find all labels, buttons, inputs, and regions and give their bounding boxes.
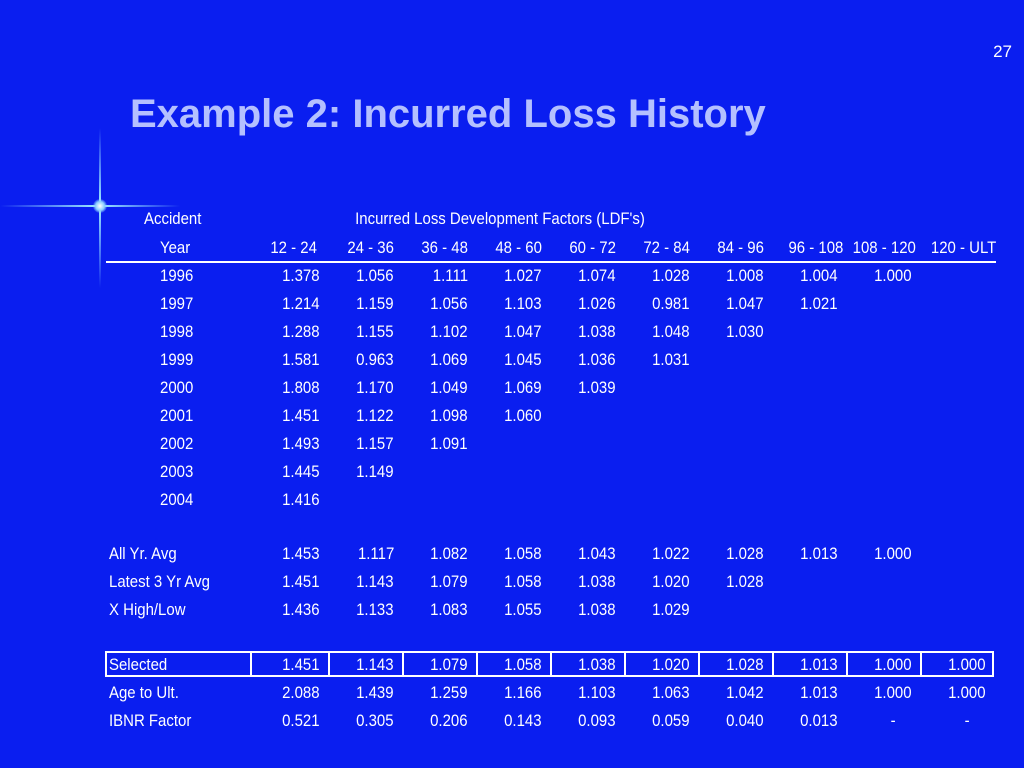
summary-cell: 0.059 (652, 711, 690, 730)
ldf-cell: 1.378 (282, 266, 320, 285)
selected-cell: 1.020 (652, 655, 690, 674)
header-period: 96 - 108 (788, 238, 843, 257)
average-cell: 1.000 (874, 544, 912, 563)
ldf-cell: 1.451 (282, 406, 320, 425)
summary-cell: 0.093 (578, 711, 616, 730)
selected-cell-divider (920, 651, 922, 677)
row-year: 2001 (160, 406, 194, 425)
summary-cell: 1.439 (356, 683, 394, 702)
ldf-cell: 1.122 (356, 406, 394, 425)
row-year: 2002 (160, 434, 194, 453)
summary-cell: 0.040 (726, 711, 764, 730)
header-period: 120 - ULT (930, 238, 996, 257)
summary-cell: 1.259 (430, 683, 468, 702)
selected-cell-divider (328, 651, 330, 677)
star-glow (93, 199, 107, 213)
header-period: 48 - 60 (495, 238, 542, 257)
row-year: 1998 (160, 322, 194, 341)
ldf-cell: 1.069 (504, 378, 542, 397)
selected-cell: 1.079 (430, 655, 468, 674)
summary-cell: - (891, 711, 896, 730)
header-period: 60 - 72 (569, 238, 616, 257)
row-year: 1997 (160, 294, 194, 313)
ldf-cell: 1.060 (504, 406, 542, 425)
ldf-cell: 1.091 (430, 434, 468, 453)
header-period: 36 - 48 (421, 238, 468, 257)
ldf-cell: 0.981 (652, 294, 690, 313)
summary-cell: 0.521 (282, 711, 320, 730)
header-period: 84 - 96 (717, 238, 764, 257)
ldf-cell: 1.056 (430, 294, 468, 313)
selected-cell: 1.038 (578, 655, 616, 674)
average-cell: 1.020 (652, 572, 690, 591)
selected-cell-divider (476, 651, 478, 677)
header-period: 108 - 120 (852, 238, 916, 257)
average-label: All Yr. Avg (109, 544, 177, 563)
average-cell: 1.022 (652, 544, 690, 563)
ldf-cell: 1.021 (800, 294, 838, 313)
average-cell: 1.013 (800, 544, 838, 563)
ldf-cell: 1.047 (504, 322, 542, 341)
average-cell: 1.028 (726, 544, 764, 563)
summary-cell: 2.088 (282, 683, 320, 702)
selected-cell-divider (772, 651, 774, 677)
header-period: 72 - 84 (643, 238, 690, 257)
ldf-cell: 1.155 (356, 322, 394, 341)
average-label: X High/Low (109, 600, 186, 619)
average-cell: 1.451 (282, 572, 320, 591)
ldf-cell: 1.170 (356, 378, 394, 397)
header-year: Year (160, 238, 191, 257)
summary-cell: 1.166 (504, 683, 542, 702)
ldf-cell: 0.963 (356, 350, 394, 369)
ldf-cell: 1.030 (726, 322, 764, 341)
average-cell: 1.058 (504, 572, 542, 591)
summary-cell: 0.143 (504, 711, 542, 730)
summary-cell: 0.206 (430, 711, 468, 730)
average-cell: 1.029 (652, 600, 690, 619)
ldf-cell: 1.004 (800, 266, 838, 285)
selected-cell-divider (250, 651, 252, 677)
row-year: 2004 (160, 490, 194, 509)
ldf-cell: 1.445 (282, 462, 320, 481)
ldf-cell: 1.026 (578, 294, 616, 313)
average-cell: 1.143 (356, 572, 394, 591)
average-cell: 1.453 (282, 544, 320, 563)
summary-cell: 1.013 (800, 683, 838, 702)
selected-cell-divider (698, 651, 700, 677)
star-horizontal-ray (0, 205, 180, 207)
ldf-cell: 1.045 (504, 350, 542, 369)
average-cell: 1.038 (578, 600, 616, 619)
ldf-cell: 1.031 (652, 350, 690, 369)
ldf-cell: 1.074 (578, 266, 616, 285)
selected-cell: 1.143 (356, 655, 394, 674)
ldf-cell: 1.288 (282, 322, 320, 341)
ldf-cell: 1.159 (356, 294, 394, 313)
row-year: 2000 (160, 378, 194, 397)
header-period: 24 - 36 (347, 238, 394, 257)
average-cell: 1.043 (578, 544, 616, 563)
summary-cell: 1.103 (578, 683, 616, 702)
summary-cell: 1.000 (874, 683, 912, 702)
summary-cell: 1.042 (726, 683, 764, 702)
summary-cell: 1.000 (948, 683, 986, 702)
selected-label: Selected (109, 655, 168, 674)
average-cell: 1.028 (726, 572, 764, 591)
ldf-cell: 1.098 (430, 406, 468, 425)
average-cell: 1.133 (356, 600, 394, 619)
slide-title: Example 2: Incurred Loss History (130, 92, 766, 136)
summary-cell: - (965, 711, 970, 730)
selected-cell-divider (846, 651, 848, 677)
summary-cell: 1.063 (652, 683, 690, 702)
summary-cell: 0.013 (800, 711, 838, 730)
average-cell: 1.436 (282, 600, 320, 619)
average-cell: 1.083 (430, 600, 468, 619)
selected-cell: 1.058 (504, 655, 542, 674)
summary-label: Age to Ult. (109, 683, 179, 702)
summary-label: IBNR Factor (109, 711, 192, 730)
ldf-cell: 1.027 (504, 266, 542, 285)
header-period: 12 - 24 (270, 238, 317, 257)
ldf-cell: 1.038 (578, 322, 616, 341)
average-cell: 1.055 (504, 600, 542, 619)
ldf-cell: 1.048 (652, 322, 690, 341)
ldf-cell: 1.214 (282, 294, 320, 313)
ldf-cell: 1.069 (430, 350, 468, 369)
average-label: Latest 3 Yr Avg (109, 572, 210, 591)
ldf-cell: 1.581 (282, 350, 320, 369)
ldf-cell: 1.008 (726, 266, 764, 285)
selected-cell-divider (550, 651, 552, 677)
average-cell: 1.058 (504, 544, 542, 563)
ldf-cell: 1.416 (282, 490, 320, 509)
ldf-cell: 1.111 (432, 266, 468, 285)
selected-cell: 1.028 (726, 655, 764, 674)
selected-cell: 1.451 (282, 655, 320, 674)
header-accident: Accident (144, 209, 202, 228)
ldf-cell: 1.493 (282, 434, 320, 453)
header-group-label: Incurred Loss Development Factors (LDF's) (355, 209, 645, 228)
average-cell: 1.082 (430, 544, 468, 563)
row-year: 1999 (160, 350, 194, 369)
ldf-cell: 1.039 (578, 378, 616, 397)
ldf-cell: 1.028 (652, 266, 690, 285)
ldf-cell: 1.808 (282, 378, 320, 397)
selected-cell-divider (402, 651, 404, 677)
selected-cell-divider (624, 651, 626, 677)
average-cell: 1.117 (357, 544, 394, 563)
row-year: 1996 (160, 266, 194, 285)
ldf-cell: 1.149 (356, 462, 394, 481)
average-cell: 1.038 (578, 572, 616, 591)
ldf-cell: 1.102 (430, 322, 468, 341)
row-year: 2003 (160, 462, 194, 481)
average-cell: 1.079 (430, 572, 468, 591)
selected-cell: 1.013 (800, 655, 838, 674)
ldf-cell: 1.036 (578, 350, 616, 369)
ldf-cell: 1.103 (504, 294, 542, 313)
header-rule (106, 261, 996, 263)
ldf-cell: 1.056 (356, 266, 394, 285)
ldf-cell: 1.047 (726, 294, 764, 313)
ldf-cell: 1.049 (430, 378, 468, 397)
ldf-cell: 1.157 (356, 434, 394, 453)
summary-cell: 0.305 (356, 711, 394, 730)
selected-cell: 1.000 (874, 655, 912, 674)
ldf-cell: 1.000 (874, 266, 912, 285)
slide-number: 27 (993, 42, 1012, 61)
selected-cell: 1.000 (948, 655, 986, 674)
